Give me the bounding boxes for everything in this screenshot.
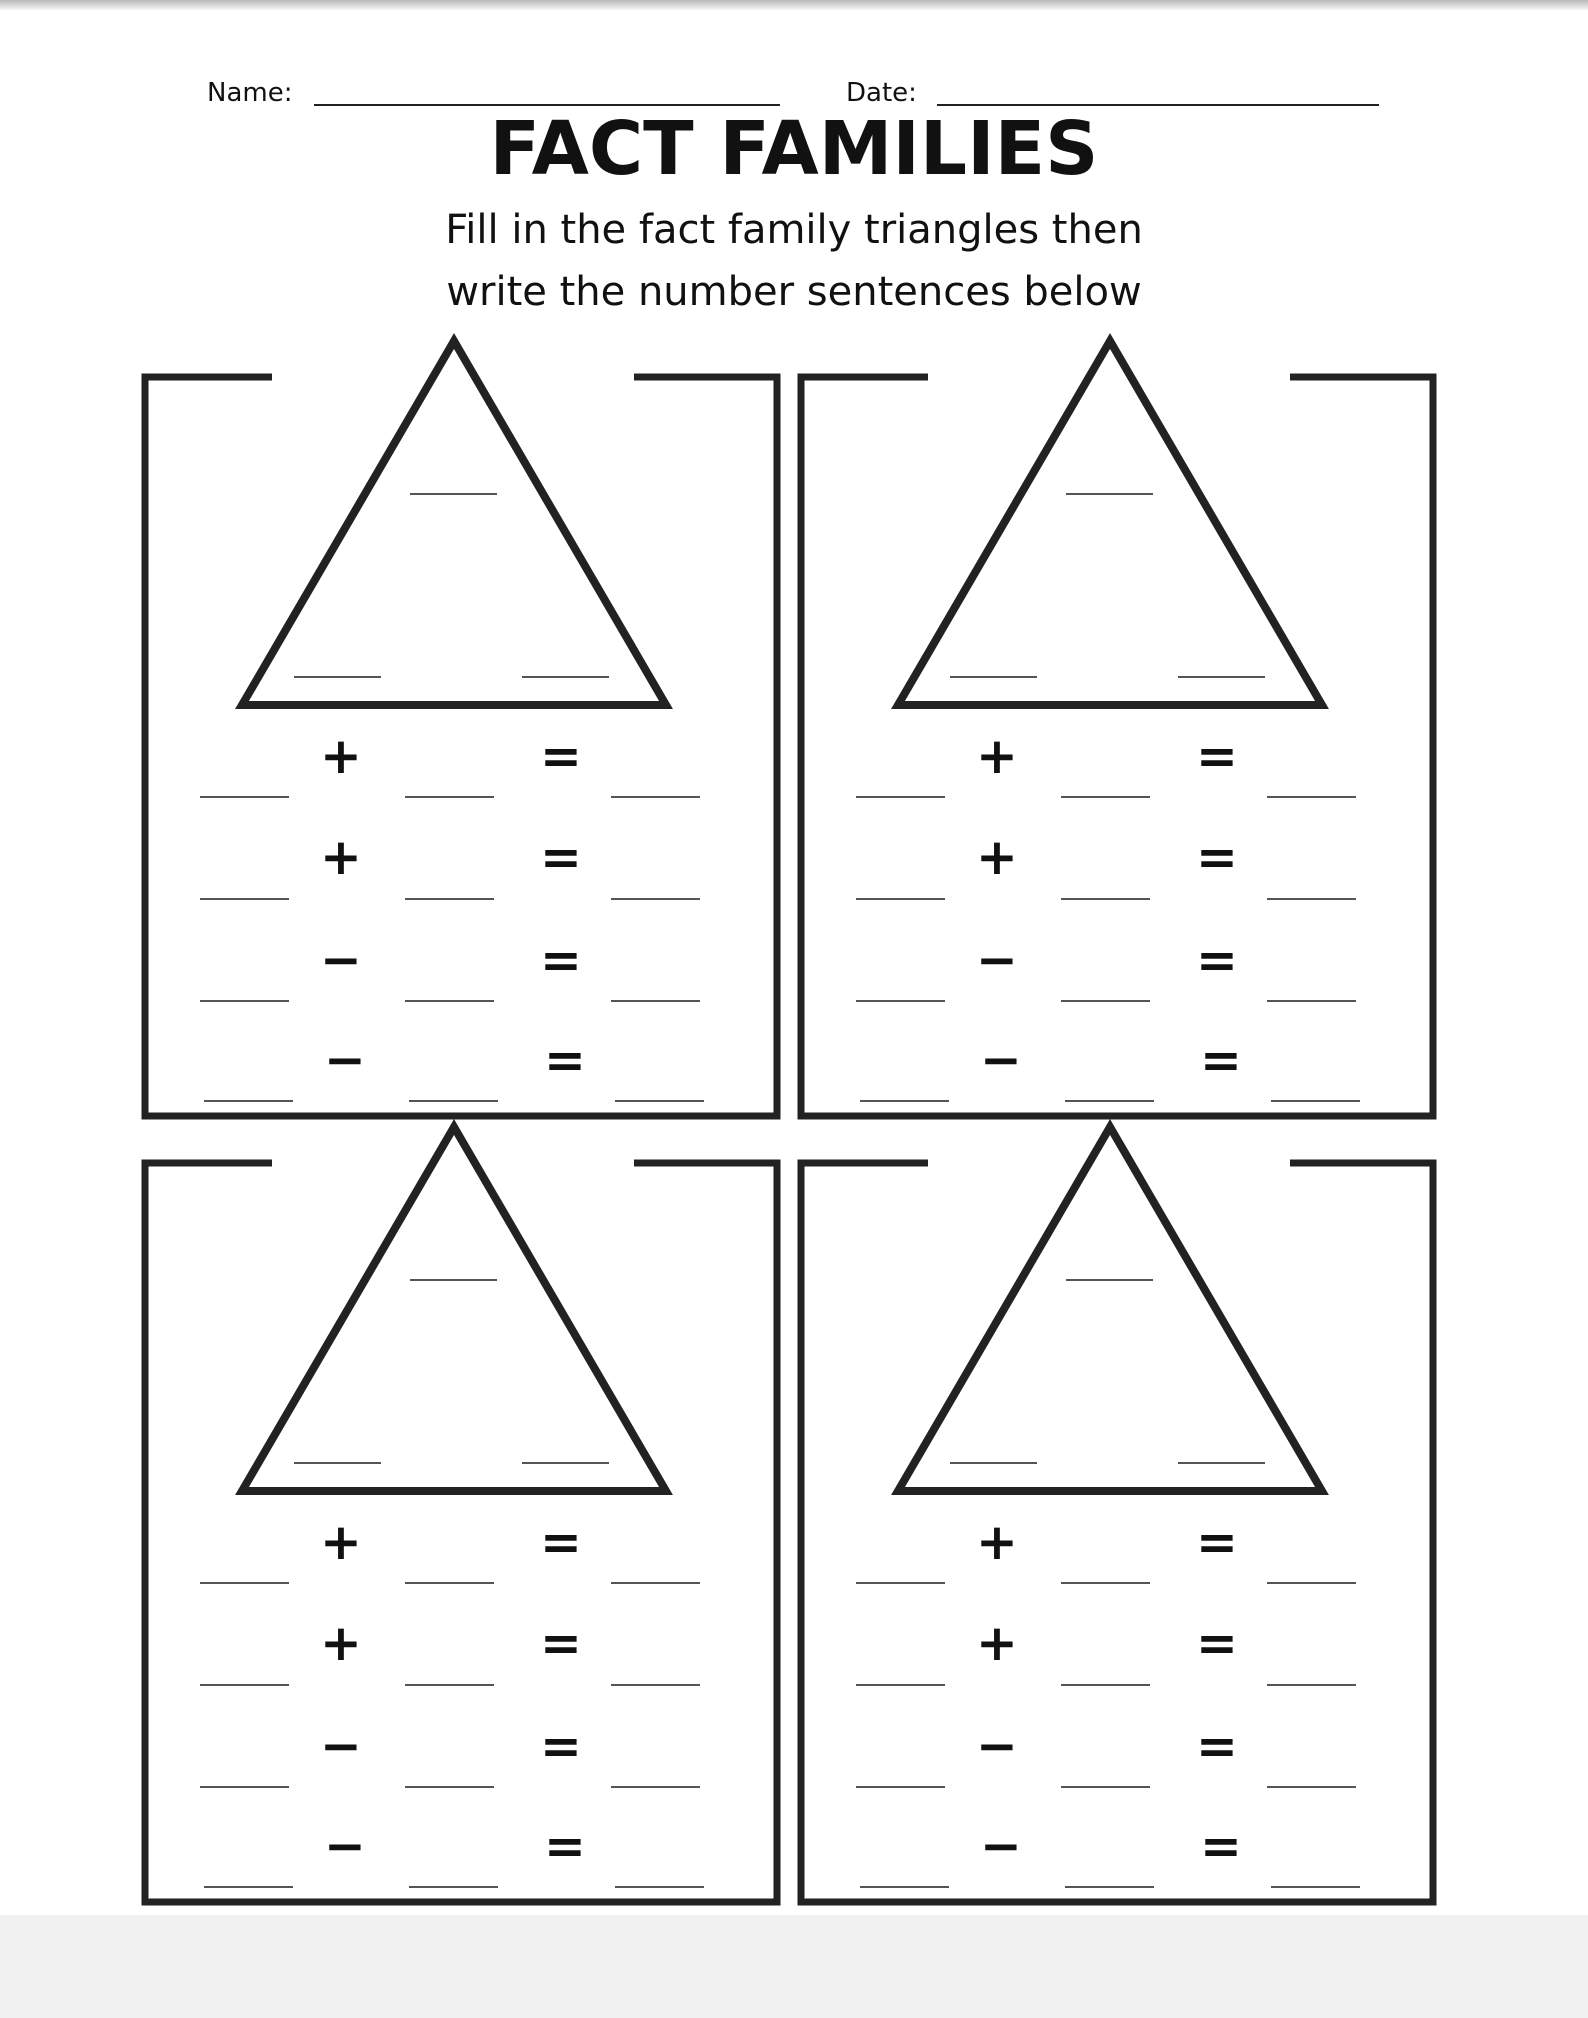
minus-sign: − (976, 1717, 1018, 1775)
fact-family-1 (145, 341, 777, 1116)
triangle-outline (242, 1127, 666, 1491)
equals-sign: = (1200, 1031, 1242, 1089)
triangle-outline (242, 341, 666, 705)
plus-sign: + (976, 1614, 1018, 1672)
fact-family-3 (145, 1127, 777, 1902)
equals-sign: = (1196, 727, 1238, 785)
minus-sign: − (320, 1717, 362, 1775)
minus-sign: − (980, 1817, 1022, 1875)
minus-sign: − (324, 1031, 366, 1089)
equals-sign: = (1196, 828, 1238, 886)
instructions-line-2: write the number sentences below (446, 269, 1142, 315)
plus-sign: + (320, 1513, 362, 1571)
plus-sign: + (320, 828, 362, 886)
triangle-outline (898, 1127, 1322, 1491)
instructions-line-1: Fill in the fact family triangles then (445, 207, 1143, 253)
name-label: Name: (207, 78, 293, 108)
triangle-outline (898, 341, 1322, 705)
date-label: Date: (846, 78, 917, 108)
fact-family-4 (801, 1127, 1433, 1902)
plus-sign: + (976, 1513, 1018, 1571)
minus-sign: − (976, 931, 1018, 989)
page-title: FACT FAMILIES (489, 106, 1099, 192)
panel-frame (801, 1163, 1433, 1902)
panel-frame (801, 377, 1433, 1116)
plus-sign: + (976, 727, 1018, 785)
plus-sign: + (320, 727, 362, 785)
equals-sign: = (544, 1817, 586, 1875)
equals-sign: = (540, 931, 582, 989)
panel-frame (145, 377, 777, 1116)
plus-sign: + (320, 1614, 362, 1672)
equals-sign: = (1200, 1817, 1242, 1875)
equals-sign: = (540, 828, 582, 886)
equals-sign: = (1196, 1614, 1238, 1672)
equals-sign: = (540, 1513, 582, 1571)
equals-sign: = (1196, 931, 1238, 989)
equals-sign: = (540, 1614, 582, 1672)
equals-sign: = (544, 1031, 586, 1089)
minus-sign: − (324, 1817, 366, 1875)
panel-frame (145, 1163, 777, 1902)
equals-sign: = (1196, 1717, 1238, 1775)
minus-sign: − (980, 1031, 1022, 1089)
minus-sign: − (320, 931, 362, 989)
equals-sign: = (540, 1717, 582, 1775)
equals-sign: = (1196, 1513, 1238, 1571)
equals-sign: = (540, 727, 582, 785)
fact-family-2 (801, 341, 1433, 1116)
plus-sign: + (976, 828, 1018, 886)
